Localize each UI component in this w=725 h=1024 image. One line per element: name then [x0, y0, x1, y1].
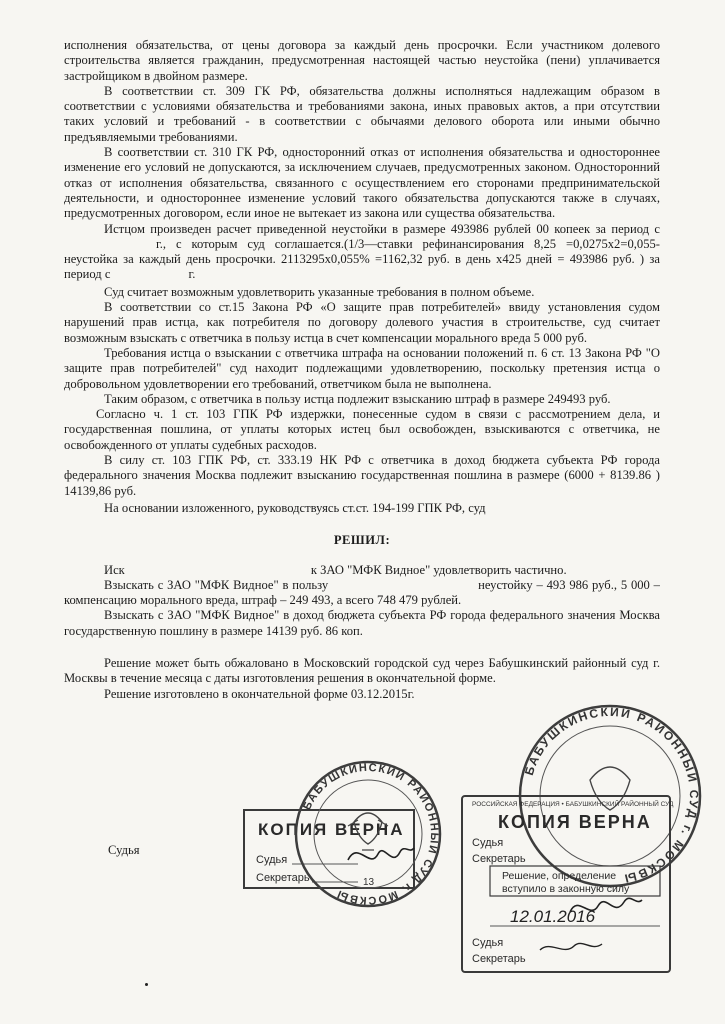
decision-appeal: Решение может быть обжаловано в Московский городской суд через Бабушкинский районный суд г. Москвы в течение месяца с даты изготовления решения в окончательной форме. [64, 655, 660, 686]
paragraph: В силу ст. 103 ГПК РФ, ст. 333.19 НК РФ с ответчика в доход бюджета субъекта РФ города федерального значения Москва подлежит взысканию государственная пошлина в размере (6000 + 8139.86 ) 14139,86 руб. [64, 453, 660, 498]
decision-heading: РЕШИЛ: [333, 533, 391, 548]
paragraph: В соответствии ст. 310 ГК РФ, односторонний отказ от исполнения обязательства и одностороннее изменение его условий не допускаются, за исключением случаев, предусмотренных законом. Односторонний отказ от исполнения обязательства, связанного с осуществлением его сторонами предпринимательской деятельности, и одностороннее изменение условий такого обязательства допускаются также в случаях, предусмотренных договором, если иное не вытекает из закона или существа обязательства. [64, 145, 660, 221]
stamp-title: КОПИЯ ВЕРНА [498, 812, 652, 832]
recover-text-b: неустойку – 493 986 руб., 5 000 – компенсацию морального вреда, штраф – 249 493, а всего 748 479 рублей. [64, 577, 660, 608]
paragraph: Требования истца о взыскании с ответчика штрафа на основании положений п. 6 ст. 13 Закона РФ "О защите прав потребителей" суд находит подлежащими удовлетворению, поскольку претензия истца о добровольном удовлетворении его требований, ответчиком была не выполнена. [64, 345, 660, 391]
stamp-secretary-line: Секретарь [472, 853, 526, 865]
stamp-secretary-line-2: Секретарь [472, 953, 526, 965]
recover-text-a: Взыскать с ЗАО "МФК Видное" в пользу [104, 577, 329, 592]
calc-part-1: Истцом произведен расчет приведенной неустойки в размере 493986 рублей 00 копеек за период с [104, 221, 660, 236]
signature-scribble [540, 943, 602, 950]
speck [145, 983, 148, 986]
paragraph: Суд считает возможным удовлетворить указанные требования в полном объеме. [104, 284, 535, 299]
calc-part-2: г., с которым суд соглашается.(1/3—ставки рефинансирования 8,25 =0,0275х2=0,055-неустойка за каждый день просрочки. 2113295х0,055% =1162,32 руб. в день х425 дней = 493986 руб. ) за период с [64, 236, 660, 282]
decision-recover-2: Взыскать с ЗАО "МФК Видное" в доход бюджета субъекта РФ города федерального значения Москва государственную пошлину в размере 14139 руб. 86 коп. [64, 608, 660, 638]
seal-ring-text: БАБУШКИНСКИЙ РАЙОННЫЙ СУД г. МОСКВЫ [521, 704, 702, 887]
paragraph-calculation [64, 222, 660, 283]
calc-part-3: г. [188, 267, 196, 282]
paragraph: Согласно ч. 1 ст. 103 ГПК РФ издержки, понесенные судом в связи с рассмотрением дела, и государственная пошлина, от уплаты которых истец был освобожден, взыскиваются с ответчика, не освобожденного от уплаты судебных расходов. [64, 407, 660, 452]
claim-label: Иск [104, 562, 125, 577]
seal-number: 13 [363, 877, 375, 888]
stamp-secretary-line: Секретарь [256, 872, 310, 884]
decision-final-form: Решение изготовлено в окончательной форме 03.12.2015г. [104, 686, 415, 701]
claim-text: к ЗАО "МФК Видное" удовлетворить частично. [310, 562, 567, 577]
paragraph: Таким образом, с ответчика в пользу истца подлежит взысканию штраф в размере 249493 руб. [104, 391, 611, 406]
status-line-1: Решение, определение [502, 870, 617, 882]
signature-scribble [348, 848, 414, 860]
status-date: 12.01.2016 [510, 907, 596, 926]
stamp-right [450, 700, 712, 978]
paragraph: В соответствии со ст.15 Закона РФ «О защите прав потребителей» ввиду установления судом нарушений прав истца, как потребителя по договору долевого участия в строительстве, суд считает возможным взыскать с ответчика в пользу истца в счет компенсации морального вреда 5 000 руб. [64, 300, 660, 345]
stamp-header-small: РОССИЙСКАЯ ФЕДЕРАЦИЯ • БАБУШКИНСКИЙ РАЙОННЫЙ СУД [472, 801, 674, 808]
paragraph: В соответствии ст. 309 ГК РФ, обязательства должны исполняться надлежащим образом в соответствии с условиями обязательства и требованиями закона, иных правовых актов, а при отсутствии таких условий и требований - в соответствии с обычаями делового оборота или иными обычно предъявляемыми требованиями. [64, 83, 660, 144]
paragraph: исполнения обязательства, от цены договора за каждый день просрочки. Если участником долевого строительства является гражданин, предусмотренная настоящей частью неустойка (пени) уплачивается застройщиком в двойном размере. [64, 38, 660, 83]
stamp-title: КОПИЯ ВЕРНА [258, 820, 405, 839]
stamp-judge-line: Судья [472, 837, 504, 849]
stamp-judge-line: Судья [256, 854, 288, 866]
decision-recover-1 [64, 578, 660, 609]
stamp-judge-line-2: Судья [472, 937, 504, 949]
decision-block [64, 563, 660, 702]
seal-ring-text: БАБУШКИНСКИЙ РАЙОННЫЙ СУД г. МОСКВЫ [301, 761, 441, 907]
judge-signature-label: Судья [108, 843, 140, 857]
stamp-left [228, 752, 468, 920]
decision-claim [64, 563, 660, 578]
status-line-2: вступило в законную силу [502, 883, 630, 895]
document-body [64, 38, 660, 702]
paragraph: На основании изложенного, руководствуясь ст.ст. 194-199 ГПК РФ, суд [104, 500, 486, 515]
